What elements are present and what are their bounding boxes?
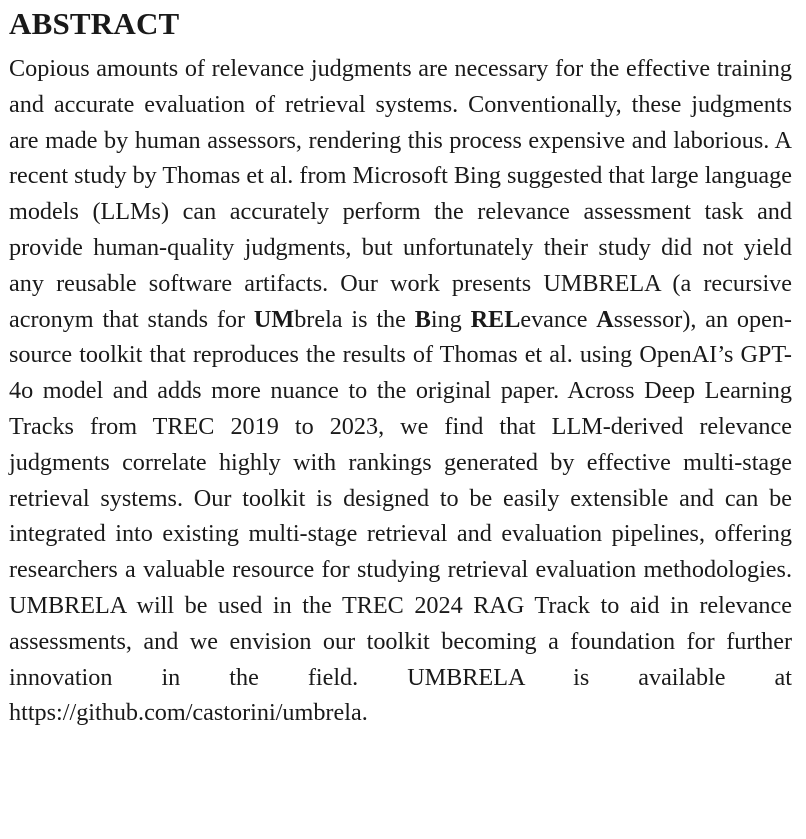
section-heading: ABSTRACT <box>9 6 180 41</box>
acronym-um: UM <box>253 305 295 333</box>
abstract-text-body: ), an open-source toolkit that reproduces the results of Thomas et al. using OpenAI’s GPT-4o model and adds more nuance to the original paper. Across Deep Learning Tracks from TREC 2019 to 2023, we find that LLM-derived relevance judgments correlate highly with rankings generated by effective multi-stage retrieval systems. Our toolkit is designed to be easily extensible and can be integrated into existing multi-stage retrieval and evaluation pipelines, offering researchers a valuable resource for studying retrieval evaluation methodologies. UMBRELA will be used in the TREC 2024 RAG Track to aid in relevance assessments, and we envision our toolkit becoming a foundation for further innovation in the field. UMBRELA is available at <box>9 305 792 691</box>
acronym-text-ing: ing <box>430 305 471 333</box>
acronym-text-brela: brela is the <box>294 305 415 333</box>
abstract-paragraph <box>9 51 792 731</box>
repository-link[interactable]: https://github.com/castorini/umbrela <box>9 699 362 727</box>
acronym-rel: REL <box>470 305 521 333</box>
acronym-b: B <box>414 305 431 333</box>
acronym-text-evance: evance <box>520 305 597 333</box>
acronym-text-ssessor: ssessor <box>613 305 683 333</box>
abstract-text-end: . <box>361 699 368 727</box>
paper-page <box>9 0 792 731</box>
acronym-a: A <box>596 305 614 333</box>
abstract-text-start: Copious amounts of relevance judgments are necessary for the effective training and accurate evaluation of retrieval systems. Conventionally, these judgments are made by human assessors, rendering this process expensive and laborious. A recent study by Thomas et al. from Microsoft Bing suggested that large language models (LLMs) can accurately perform the relevance assessment task and provide human-quality judgments, but unfortunately their study did not yield any reusable software artifacts. Our work presents UMBRELA (a recursive acronym that stands for <box>9 55 792 333</box>
